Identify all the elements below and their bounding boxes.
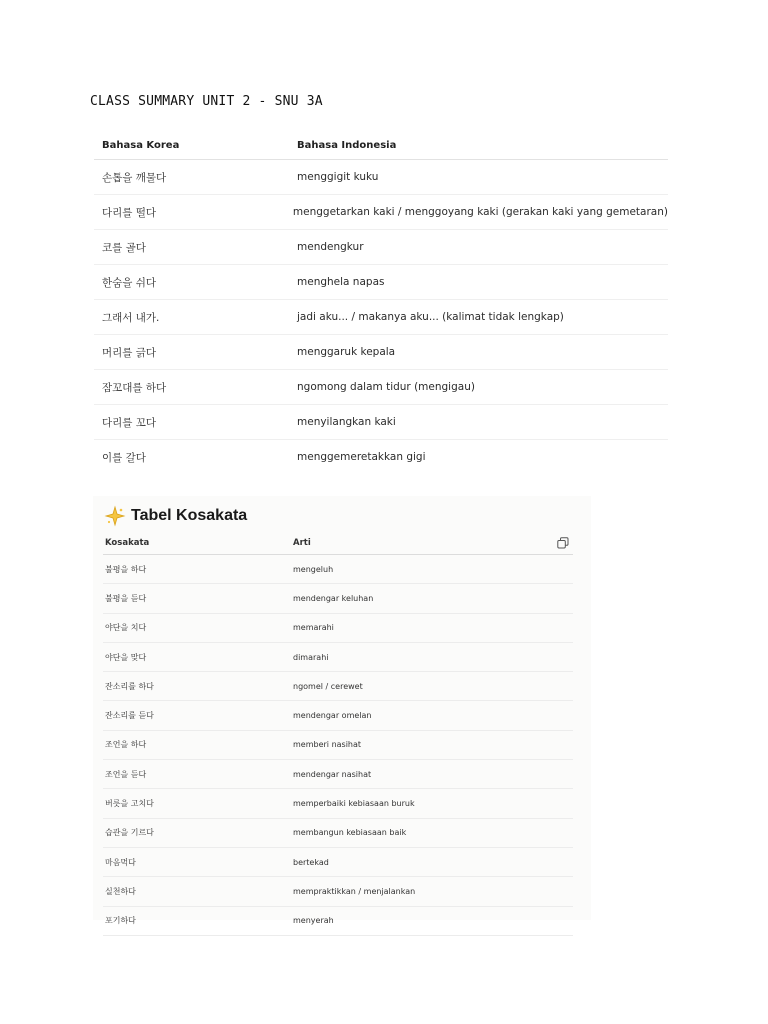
table-row <box>103 701 573 730</box>
table-row <box>94 230 668 265</box>
card-title <box>105 506 247 526</box>
cell-meaning: menggigit kuku <box>297 171 379 183</box>
kosakata-table <box>103 532 573 936</box>
table-row <box>103 789 573 818</box>
card-title-text: Tabel Kosakata <box>131 507 248 524</box>
table-header <box>103 532 573 555</box>
vocabulary-table-korean-indonesian <box>94 131 668 474</box>
table-row <box>94 440 668 474</box>
cell-meaning: memberi nasihat <box>293 740 362 750</box>
column-header-kosakata: Kosakata <box>105 538 150 548</box>
cell-meaning: menghela napas <box>297 276 385 288</box>
table-row <box>103 614 573 643</box>
table-row <box>94 160 668 195</box>
cell-meaning: menyilangkan kaki <box>297 416 396 428</box>
cell-meaning: mendengar keluhan <box>293 593 374 603</box>
table-header <box>94 131 668 160</box>
cell-meaning: mendengar nasihat <box>293 769 372 779</box>
table-row <box>94 370 668 405</box>
cell-meaning: menggaruk kepala <box>297 346 396 358</box>
table-row <box>103 584 573 613</box>
cell-korean-term: 마음먹다 <box>105 857 136 867</box>
cell-korean-term: 다리를 떨다 <box>102 206 157 219</box>
cell-korean-term: 잠꼬대를 하다 <box>102 381 167 394</box>
cell-meaning: mempraktikkan / menjalankan <box>293 886 416 896</box>
cell-korean-term: 잔소리를 하다 <box>105 681 154 691</box>
sparkle-icon <box>105 506 125 526</box>
cell-meaning: mendengar omelan <box>293 711 372 721</box>
cell-korean-term: 손톱을 깨물다 <box>102 171 167 184</box>
column-header-indonesian: Bahasa Indonesia <box>297 139 397 151</box>
table-row <box>94 195 668 230</box>
table-row <box>94 335 668 370</box>
table-row <box>103 555 573 584</box>
cell-meaning: dimarahi <box>293 652 329 662</box>
cell-korean-term: 불평을 듣다 <box>105 593 147 603</box>
cell-korean-term: 불평을 하다 <box>105 564 147 574</box>
table-row <box>103 672 573 701</box>
cell-korean-term: 코를 골다 <box>102 241 146 254</box>
cell-meaning: memarahi <box>293 623 334 633</box>
cell-korean-term: 실천하다 <box>105 886 136 896</box>
cell-korean-term: 잔소리를 듣다 <box>105 711 154 721</box>
cell-korean-term: 야단을 치다 <box>105 623 147 633</box>
cell-meaning: menggetarkan kaki / menggoyang kaki (gerakan kaki yang gemetaran) <box>292 206 668 218</box>
cell-meaning: mengeluh <box>293 564 334 574</box>
cell-meaning: bertekad <box>293 857 329 867</box>
cell-meaning: ngomong dalam tidur (mengigau) <box>297 381 475 393</box>
cell-korean-term: 습관을 기르다 <box>105 828 154 838</box>
column-header-arti: Arti <box>293 538 311 548</box>
cell-meaning: membangun kebiasaan baik <box>293 828 407 838</box>
cell-korean-term: 머리를 긁다 <box>102 346 157 359</box>
cell-meaning: menggemeretakkan gigi <box>297 451 426 463</box>
cell-meaning: mendengkur <box>297 241 364 253</box>
table-row <box>103 643 573 672</box>
cell-korean-term: 포기하다 <box>105 916 136 926</box>
cell-korean-term: 야단을 맞다 <box>105 652 147 662</box>
table-row <box>103 819 573 848</box>
cell-korean-term: 이를 갈다 <box>102 451 146 464</box>
cell-korean-term: 다리를 꼬다 <box>102 416 157 429</box>
document-title: CLASS SUMMARY UNIT 2 - SNU 3A <box>90 94 323 109</box>
table-row <box>103 848 573 877</box>
table-row <box>103 877 573 906</box>
table-row <box>103 731 573 760</box>
table-row <box>103 907 573 936</box>
cell-meaning: memperbaiki kebiasaan buruk <box>293 799 415 809</box>
cell-korean-term: 한숨을 쉬다 <box>102 276 157 289</box>
table-row <box>94 265 668 300</box>
cell-korean-term: 조언을 듣다 <box>105 769 147 779</box>
cell-korean-term: 버릇을 고치다 <box>105 799 154 809</box>
table-row <box>103 760 573 789</box>
table-row <box>94 300 668 335</box>
cell-korean-term: 조언을 하다 <box>105 740 147 750</box>
copy-icon[interactable] <box>557 537 569 549</box>
cell-meaning: jadi aku... / makanya aku... (kalimat tidak lengkap) <box>297 311 564 323</box>
cell-meaning: ngomel / cerewet <box>293 681 363 691</box>
vocabulary-table-card <box>93 496 591 926</box>
cell-meaning: menyerah <box>293 916 334 926</box>
table-row <box>94 405 668 440</box>
cell-korean-term: 그래서 내가. <box>102 311 160 324</box>
column-header-korean: Bahasa Korea <box>102 139 180 151</box>
